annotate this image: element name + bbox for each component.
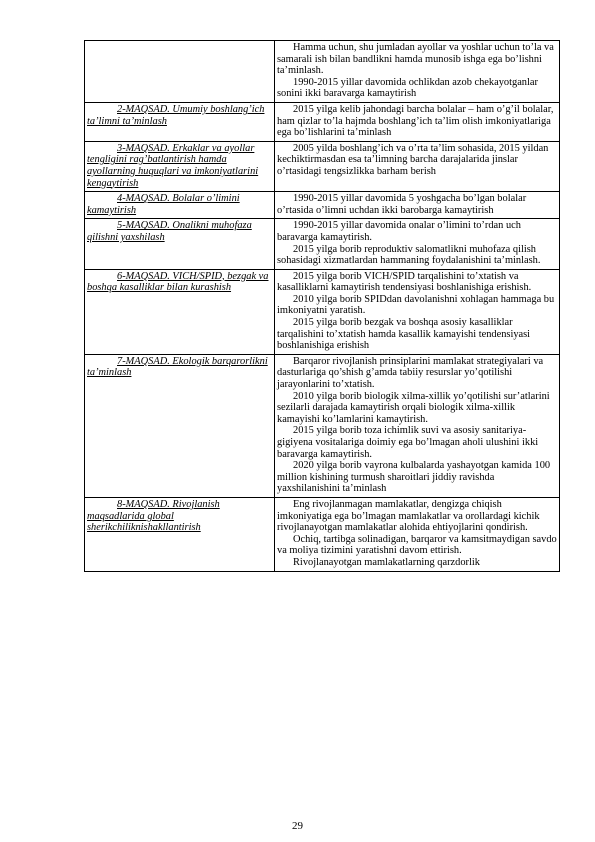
target-paragraph: 2015 yilga borib VICH/SPID tarqalishini to’xtatish va kasalliklarni kamaytirish tendensiyasi boshlanishiga erishish. bbox=[277, 270, 532, 294]
goal-cell bbox=[85, 102, 275, 141]
target-cell bbox=[275, 192, 560, 219]
goal-title: 8-MAQSAD. Rivojlanish maqsadlarida global sherikchiliknishakllantirish bbox=[87, 498, 220, 534]
goal-row bbox=[85, 41, 560, 103]
goal-row bbox=[85, 354, 560, 497]
target-paragraph: 2020 yilga borib vayrona kulbalarda yashayotgan kamida 100 million kishining turmush sharoitlari jiddiy ravishda yaxshilanishini ta’minlash bbox=[277, 460, 551, 495]
goal-title: 5-MAQSAD. Onalikni muhofaza qilishni yaxshilash bbox=[87, 220, 252, 243]
goals-table bbox=[84, 40, 560, 572]
target-cell bbox=[275, 219, 560, 269]
goal-row bbox=[85, 219, 560, 269]
target-paragraph: 1990-2015 yillar davomida onalar o’limini to’rdan uch baravarga kamaytirish. bbox=[277, 220, 521, 243]
goal-cell bbox=[85, 269, 275, 354]
goal-title: 3-MAQSAD. Erkaklar va ayollar tengligini rag’batlantirish hamda ayollarning huquqlari va imkoniyatlarini kengaytirish bbox=[87, 142, 259, 189]
target-cell bbox=[275, 102, 560, 141]
goal-title: 2-MAQSAD. Umumiy boshlang’ich ta’limni ta’minlash bbox=[87, 103, 265, 127]
goals-table-body bbox=[85, 41, 560, 572]
goal-cell bbox=[85, 192, 275, 219]
target-paragraph: 2010 yilga borib biologik xilma-xillik yo’qotilishi sur’atlarini sezilarli darajada kamaytirish orqali biologik xilma-xillik kamayishi ko’lamlarini kamaytirish. bbox=[277, 390, 550, 425]
target-cell bbox=[275, 269, 560, 354]
target-paragraph: Ochiq, tartibga solinadigan, barqaror va kamsitmaydigan savdo va moliya tizimini yaratishni davom ettirish. bbox=[277, 533, 557, 557]
target-paragraph: 2015 yilga borib reproduktiv salomatlikni muhofaza qilish sohasidagi xizmatlardan hammaning foydalanishini ta’minlash. bbox=[277, 243, 541, 267]
goal-title: 4-MAQSAD. Bolalar o’limini kamaytirish bbox=[87, 193, 240, 216]
target-paragraph: 2015 yilga kelib jahondagi barcha bolalar – ham o’g’il bolalar, ham qizlar to’la hajmda boshlang’ich ta’lim olish imkoniyatlariga ega bo’lishlarini ta’minlash bbox=[277, 103, 554, 139]
goal-cell bbox=[85, 141, 275, 191]
goal-cell bbox=[85, 354, 275, 497]
goal-row bbox=[85, 141, 560, 191]
target-paragraph: 2010 yilga borib SPIDdan davolanishni xohlagan hammaga bu imkoniyatni yaratish. bbox=[277, 293, 555, 317]
target-paragraph: Rivojlanayotgan mamlakatlarning qarzdorlik bbox=[293, 556, 480, 568]
target-paragraph: Eng rivojlanmagan mamlakatlar, dengizga chiqish imkoniyatiga ega bo’lmagan mamlakatlar va orollardagi kichik rivojlanayotgan mamlakatlar alohida ehtiyojlarini qondirish. bbox=[277, 498, 540, 534]
target-paragraph: 2005 yilda boshlang’ich va o’rta ta’lim sohasida, 2015 yildan kechiktirmasdan esa ta’limning barcha darajalarida jinslar o’rtasidagi tengsizlikka barham berish bbox=[277, 142, 549, 177]
goal-cell bbox=[85, 219, 275, 269]
target-paragraph: Barqaror rivojlanish prinsiplarini mamlakat strategiyalari va dasturlariga qo’shish g’amda tabiiy resurslar yo’qotilishi jarayonlarini to’xtatish. bbox=[277, 355, 544, 391]
goal-cell bbox=[85, 497, 275, 571]
target-cell bbox=[275, 497, 560, 571]
goal-row bbox=[85, 269, 560, 354]
goal-title: 7-MAQSAD. Ekologik barqarorlikni ta’minlash bbox=[87, 355, 268, 379]
target-paragraph: 1990-2015 yillar davomida 5 yoshgacha bo’lgan bolalar o’rtasida o’limni uchdan ikki barobarga kamaytirish bbox=[277, 193, 527, 216]
target-cell bbox=[275, 354, 560, 497]
goal-row bbox=[85, 192, 560, 219]
goal-row bbox=[85, 102, 560, 141]
target-paragraph: 1990-2015 yillar davomida ochlikdan azob chekayotganlar sonini ikki baravarga kamaytirish bbox=[277, 76, 538, 100]
target-paragraph: 2015 yilga borib toza ichimlik suvi va asosiy sanitariya-gigiyena vositalariga doimiy ega bo’lmagan aholi ulushini ikki baravarga kamaytirish. bbox=[277, 425, 539, 460]
target-paragraph: 2015 yilga borib bezgak va boshqa asosiy kasalliklar tarqalishini to’xtatish hamda kasallik kamayishi tendensiyasi boshlanishiga erishish bbox=[277, 317, 531, 352]
target-cell bbox=[275, 141, 560, 191]
page-number: 29 bbox=[292, 820, 303, 832]
goal-row bbox=[85, 497, 560, 571]
target-cell bbox=[275, 41, 560, 103]
goal-cell bbox=[85, 41, 275, 103]
target-paragraph: Hamma uchun, shu jumladan ayollar va yoshlar uchun to’la va samarali ish bilan bandlikni hamda munosib ishga ega bo’lishni ta’minlash. bbox=[277, 42, 554, 77]
goal-title: 6-MAQSAD. VICH/SPID, bezgak va boshqa kasalliklar bilan kurashish bbox=[87, 270, 269, 294]
